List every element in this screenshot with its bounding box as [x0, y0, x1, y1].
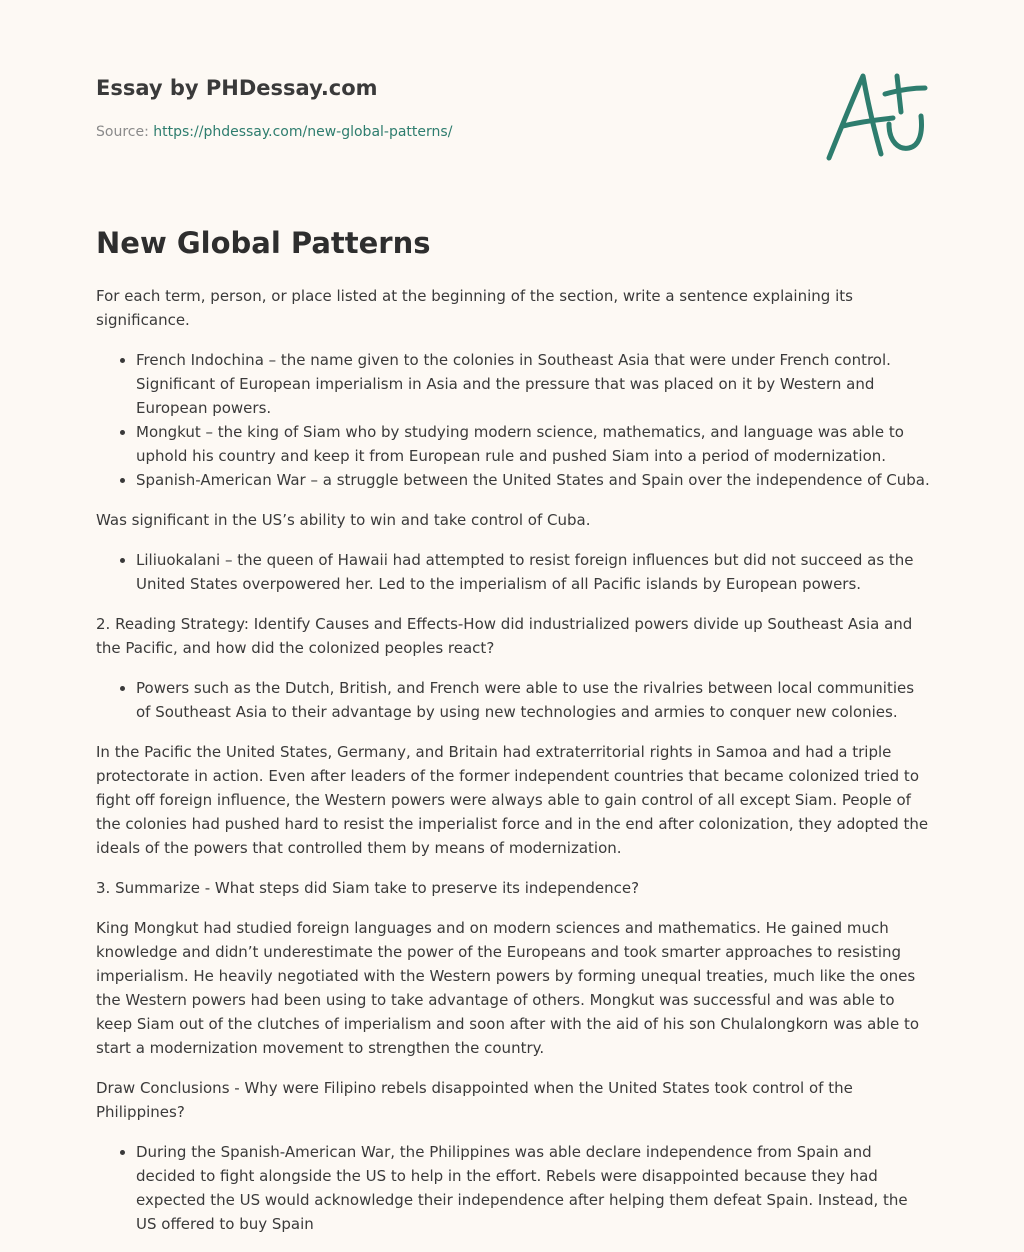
essay-body: [96, 284, 930, 1252]
list-item: • Spanish-American War – a struggle between the United States and Spain over the independence of Cuba.: [136, 468, 930, 492]
a-plus-logo-icon: [823, 68, 929, 164]
paragraph: In the Pacific the United States, Germany, and Britain had extraterritorial rights in Samoa and had a triple protectorate in action. Even after leaders of the former independent countries that became colonized tried to fight off foreign influence, the Western powers were always able to gain control of all except Siam. People of the colonies had pushed hard to resist the imperialist force and in the end after colonization, they adopted the ideals of the powers that controlled them by means of modernization.: [96, 743, 929, 857]
site-title: Essay by PHDessay.com: [96, 76, 378, 100]
paragraph: 3. Summarize - What steps did Siam take to preserve its independence?: [96, 879, 640, 897]
source-link[interactable]: https://phdessay.com/new-global-patterns/: [153, 124, 453, 140]
list-item: • French Indochina – the name given to the colonies in Southeast Asia that were under French control. Significant of European imperialism in Asia and the pressure that was placed on it by Western and European powers.: [136, 348, 930, 420]
paragraph: 2. Reading Strategy: Identify Causes and Effects-How did industrialized powers divide up Southeast Asia and the Pacific, and how did the colonized peoples react?: [96, 615, 913, 657]
bullet-list: [96, 1140, 930, 1236]
source-line: [96, 124, 452, 140]
source-label: Source:: [96, 124, 154, 140]
paragraph: King Mongkut had studied foreign languages and on modern sciences and mathematics. He gained much knowledge and didn’t underestimate the power of the Europeans and took smarter approaches to resisting imperialism. He heavily negotiated with the Western powers by forming unequal treaties, much like the ones the Western powers had been using to take advantage of others. Mongkut was successful and was able to keep Siam out of the clutches of imperialism and soon after with the aid of his son Chulalongkorn was able to start a modernization movement to strengthen the country.: [96, 919, 920, 1057]
paragraph: Draw Conclusions - Why were Filipino rebels disappointed when the United States took control of the Philippines?: [96, 1079, 853, 1121]
bullet-list: [96, 548, 930, 596]
essay-title: New Global Patterns: [96, 226, 431, 260]
paragraph: Was significant in the US’s ability to win and take control of Cuba.: [96, 511, 591, 529]
bullet-list: [96, 348, 930, 492]
bullet-list: [96, 676, 930, 724]
list-item: • Liliuokalani – the queen of Hawaii had attempted to resist foreign influences but did not succeed as the United States overpowered her. Led to the imperialism of all Pacific islands by European powers.: [136, 548, 930, 596]
list-item: • During the Spanish-American War, the Philippines was able declare independence from Spain and decided to fight alongside the US to help in the effort. Rebels were disappointed because they had expected the US would acknowledge their independence after helping them defeat Spain. Instead, the US offered to buy Spain: [136, 1140, 930, 1236]
paragraph: For each term, person, or place listed at the beginning of the section, write a sentence explaining its significance.: [96, 287, 853, 329]
list-item: • Powers such as the Dutch, British, and French were able to use the rivalries between local communities of Southeast Asia to their advantage by using new technologies and armies to conquer new colonies.: [136, 676, 930, 724]
list-item: • Mongkut – the king of Siam who by studying modern science, mathematics, and language was able to uphold his country and keep it from European rule and pushed Siam into a period of modernization.: [136, 420, 930, 468]
